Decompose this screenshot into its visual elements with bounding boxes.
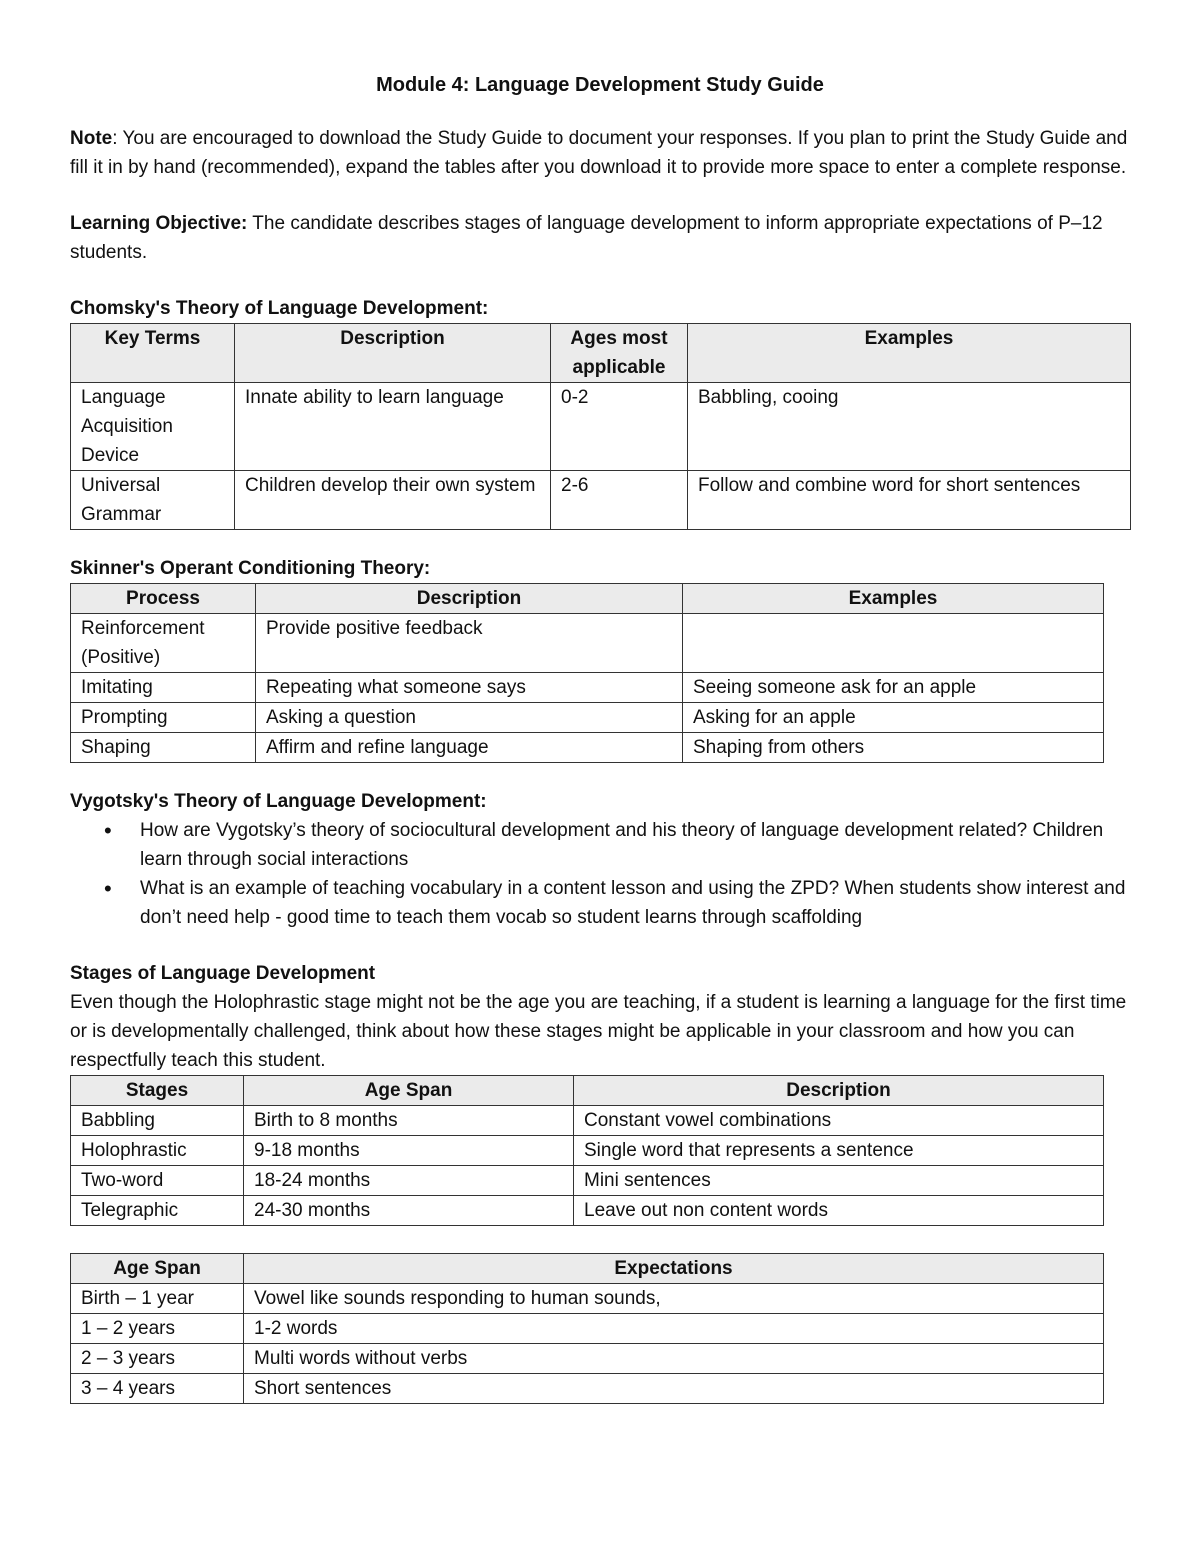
table-header-row [71, 584, 1104, 614]
column-header: Expectations [244, 1254, 1104, 1284]
table-cell: 2-6 [551, 471, 688, 530]
stages-table [70, 1075, 1104, 1226]
table-cell: Holophrastic [71, 1136, 244, 1166]
table-cell: Provide positive feedback [256, 614, 683, 673]
table-cell: Short sentences [244, 1374, 1104, 1404]
table-cell: Universal Grammar [71, 471, 235, 530]
note-paragraph [70, 124, 1130, 182]
table-row [71, 1314, 1104, 1344]
table-row [71, 614, 1104, 673]
column-header: Description [256, 584, 683, 614]
table-cell: Leave out non content words [574, 1196, 1104, 1226]
column-header: Key Terms [71, 324, 235, 383]
table-cell [683, 614, 1104, 673]
vygotsky-heading: Vygotsky's Theory of Language Development: [70, 791, 487, 812]
table-cell: 3 – 4 years [71, 1374, 244, 1404]
table-cell: Asking a question [256, 703, 683, 733]
column-header: Examples [688, 324, 1131, 383]
note-label: Note [70, 128, 113, 149]
table-cell: 0-2 [551, 383, 688, 471]
table-cell: Innate ability to learn language [235, 383, 551, 471]
table-cell: Babbling, cooing [688, 383, 1131, 471]
table-cell: 1-2 words [244, 1314, 1104, 1344]
chomsky-heading: Chomsky's Theory of Language Development: [70, 298, 489, 319]
table-cell: Single word that represents a sentence [574, 1136, 1104, 1166]
column-header: Stages [71, 1076, 244, 1106]
stages-intro: Even though the Holophrastic stage might not be the age you are teaching, if a student is learning a language for the first time or is developmentally challenged, think about how these stages might be applicable in your classroom and how you can respectfully teach this student. [70, 992, 1127, 1071]
table-cell: Birth – 1 year [71, 1284, 244, 1314]
table-row [71, 471, 1131, 530]
table-row [71, 673, 1104, 703]
objective-paragraph [70, 209, 1130, 267]
table-cell: Imitating [71, 673, 256, 703]
table-cell: Shaping [71, 733, 256, 763]
table-cell: Follow and combine word for short sentences [688, 471, 1131, 530]
table-cell: Prompting [71, 703, 256, 733]
table-cell: Seeing someone ask for an apple [683, 673, 1104, 703]
document-page [70, 70, 1130, 1404]
column-header: Age Span [71, 1254, 244, 1284]
table-cell: 18-24 months [244, 1166, 574, 1196]
table-row [71, 383, 1131, 471]
skinner-heading: Skinner's Operant Conditioning Theory: [70, 558, 431, 579]
table-cell: Birth to 8 months [244, 1106, 574, 1136]
table-cell: 1 – 2 years [71, 1314, 244, 1344]
column-header: Examples [683, 584, 1104, 614]
table-cell: Babbling [71, 1106, 244, 1136]
column-header: Process [71, 584, 256, 614]
table-cell: Reinforcement (Positive) [71, 614, 256, 673]
table-header-row [71, 1254, 1104, 1284]
table-row [71, 1374, 1104, 1404]
table-cell: Multi words without verbs [244, 1344, 1104, 1374]
objective-text: The candidate describes stages of language development to inform appropriate expectations of P–12 students. [70, 213, 1103, 263]
table-cell: Asking for an apple [683, 703, 1104, 733]
table-row [71, 1106, 1104, 1136]
table-row [71, 1136, 1104, 1166]
table-row [71, 1166, 1104, 1196]
table-header-row [71, 324, 1131, 383]
table-header-row [71, 1076, 1104, 1106]
column-header: Description [574, 1076, 1104, 1106]
table-cell: Language Acquisition Device [71, 383, 235, 471]
page-title: Module 4: Language Development Study Guide [376, 74, 824, 96]
column-header: Ages most applicable [551, 324, 688, 383]
list-item: • What is an example of teaching vocabulary in a content lesson and using the ZPD? When students show interest and don’t need help - good time to teach them vocab so student learns through scaffolding [140, 874, 1130, 932]
table-cell: 9-18 months [244, 1136, 574, 1166]
stages-heading: Stages of Language Development [70, 963, 376, 984]
table-cell: Children develop their own system [235, 471, 551, 530]
chomsky-table [70, 323, 1131, 530]
table-cell: Affirm and refine language [256, 733, 683, 763]
table-row [71, 703, 1104, 733]
expectations-table [70, 1253, 1104, 1404]
vygotsky-list [70, 816, 1130, 932]
table-cell: Telegraphic [71, 1196, 244, 1226]
table-row [71, 733, 1104, 763]
table-cell: Shaping from others [683, 733, 1104, 763]
table-cell: Vowel like sounds responding to human sounds, [244, 1284, 1104, 1314]
objective-label: Learning Objective: [70, 213, 248, 234]
table-cell: Mini sentences [574, 1166, 1104, 1196]
table-row [71, 1344, 1104, 1374]
column-header: Description [235, 324, 551, 383]
skinner-table [70, 583, 1104, 763]
column-header: Age Span [244, 1076, 574, 1106]
table-cell: Constant vowel combinations [574, 1106, 1104, 1136]
table-cell: 2 – 3 years [71, 1344, 244, 1374]
table-row [71, 1284, 1104, 1314]
table-cell: Repeating what someone says [256, 673, 683, 703]
table-cell: 24-30 months [244, 1196, 574, 1226]
note-text: : You are encouraged to download the Study Guide to document your responses. If you plan to print the Study Guide and fill it in by hand (recommended), expand the tables after you download it to provide more space to enter a complete response. [70, 128, 1128, 178]
table-row [71, 1196, 1104, 1226]
list-item: • How are Vygotsky’s theory of sociocultural development and his theory of language development related? Children learn through social interactions [140, 816, 1130, 874]
table-cell: Two-word [71, 1166, 244, 1196]
